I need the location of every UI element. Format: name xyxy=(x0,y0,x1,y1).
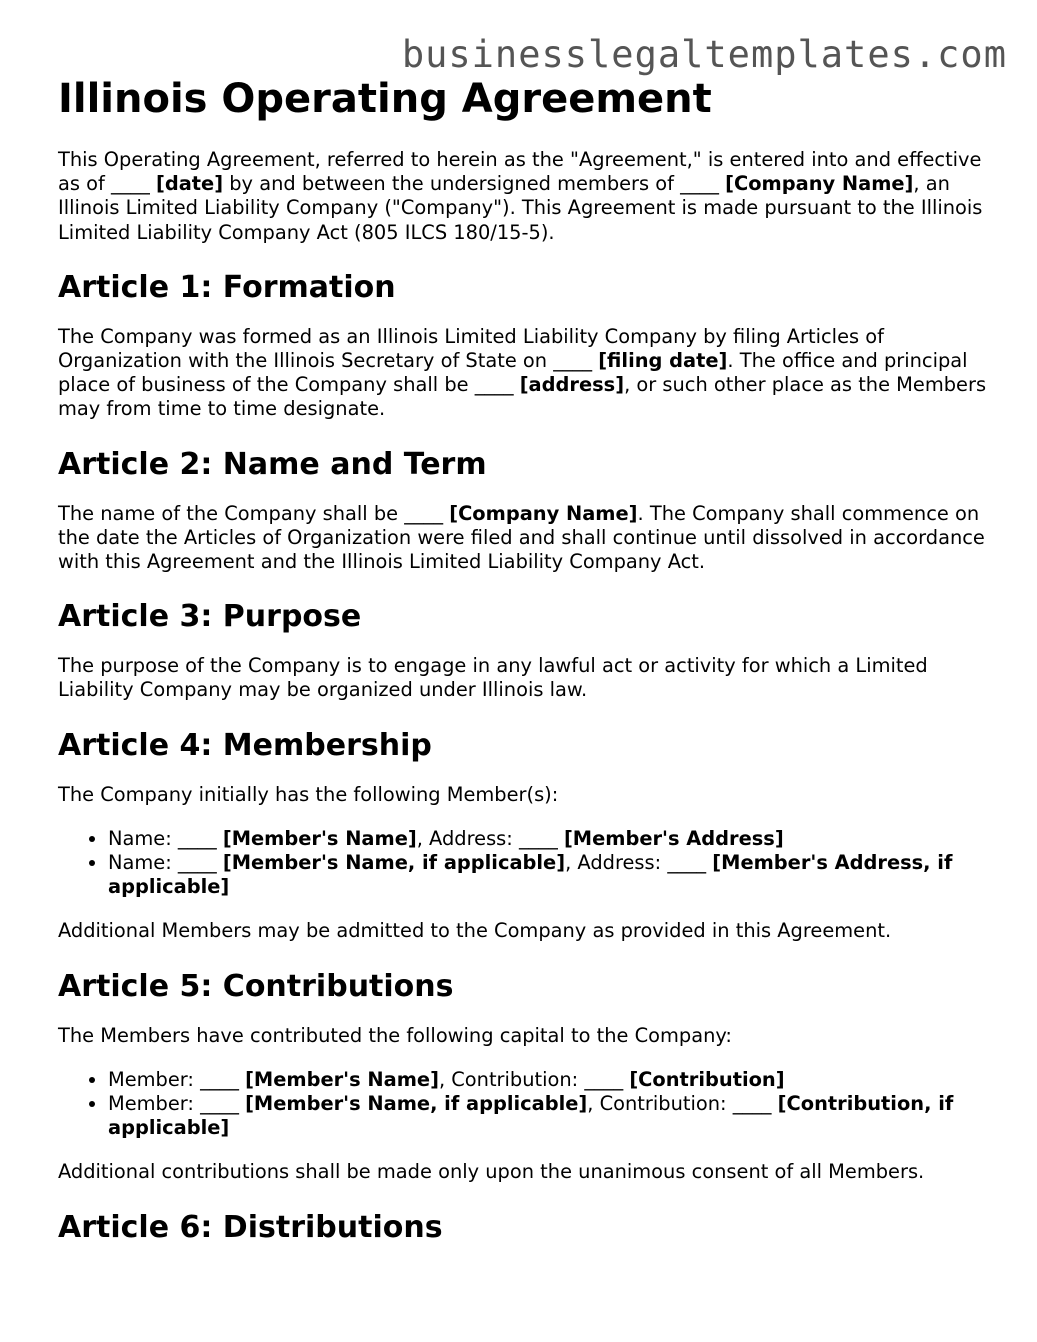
document-content xyxy=(58,74,988,1271)
member-address-placeholder: [Member's Address] xyxy=(563,826,784,850)
article-2-text-1: The name of the Company shall be ____ xyxy=(58,501,450,525)
member-label: Member: ____ xyxy=(108,1067,246,1091)
contribution-placeholder: [Contribution, if applicable] xyxy=(108,1092,954,1140)
contribution-label: , Contribution: ____ xyxy=(587,1092,778,1116)
article-5-heading: Article 5: Contributions xyxy=(58,968,454,1004)
article-4-section xyxy=(58,727,988,944)
member-address-label: , Address: ____ xyxy=(416,826,564,850)
member-name-placeholder: [Member's Name] xyxy=(222,826,417,850)
member-name-label: Name: ____ xyxy=(108,851,223,875)
member-name-placeholder: [Member's Name, if applicable] xyxy=(245,1092,588,1116)
member-address-placeholder: [Member's Address, if applicable] xyxy=(108,851,953,899)
article-1-text-1: The Company was formed as an Illinois Limited Liability Company by filing Articles of Organization with the Illinois Secretary of State on ____ xyxy=(58,324,884,373)
article-2-section xyxy=(58,446,988,575)
article-5-closing: Additional contributions shall be made only upon the unanimous consent of all Members. xyxy=(58,1160,925,1184)
article-5-section xyxy=(58,968,988,1185)
member-label: Member: ____ xyxy=(108,1092,246,1116)
article-3-paragraph: The purpose of the Company is to engage in any lawful act or activity for which a Limited Liability Company may be organized under Illinois law. xyxy=(58,654,928,702)
article-2-text-2: . The Company shall commence on the date the Articles of Organization were filed and shall continue until dissolved in accordance with this Agreement and the Illinois Limited Liability Company Act. xyxy=(58,501,985,574)
article-4-closing: Additional Members may be admitted to the Company as provided in this Agreement. xyxy=(58,919,892,943)
article-1-paragraph xyxy=(58,325,988,422)
article-1-heading: Article 1: Formation xyxy=(58,269,396,305)
date-placeholder: [date] xyxy=(155,172,224,196)
company-name-placeholder: [Company Name] xyxy=(449,501,638,525)
contribution-label: , Contribution: ____ xyxy=(438,1067,630,1091)
list-item xyxy=(108,1092,988,1140)
intro-text-2: by and between the undersigned members of ____ xyxy=(223,172,726,196)
contribution-placeholder: [Contribution] xyxy=(629,1067,785,1091)
article-3-heading: Article 3: Purpose xyxy=(58,599,362,635)
member-name-placeholder: [Member's Name] xyxy=(245,1067,439,1091)
article-5-lead: The Members have contributed the following capital to the Company: xyxy=(58,1023,732,1047)
article-4-lead: The Company initially has the following Member(s): xyxy=(58,782,559,806)
member-name-label: Name: ____ xyxy=(108,826,223,850)
article-6-heading: Article 6: Distributions xyxy=(58,1209,443,1245)
article-1-section xyxy=(58,269,988,422)
site-watermark: businesslegaltemplates.com xyxy=(401,33,1007,76)
article-6-section xyxy=(58,1209,988,1247)
document-title: Illinois Operating Agreement xyxy=(58,76,712,122)
list-item xyxy=(108,1068,988,1092)
article-2-paragraph xyxy=(58,502,988,575)
member-address-label: , Address: ____ xyxy=(565,851,713,875)
article-1-text-3: , or such other place as the Members may from time to time designate. xyxy=(58,373,987,421)
list-item xyxy=(108,851,988,899)
article-3-section xyxy=(58,598,988,702)
filing-date-placeholder: [filing date] xyxy=(598,349,728,373)
intro-paragraph xyxy=(58,148,988,245)
article-4-heading: Article 4: Membership xyxy=(58,727,432,763)
members-list xyxy=(58,827,988,900)
contributions-list xyxy=(58,1068,988,1141)
article-2-heading: Article 2: Name and Term xyxy=(58,446,487,482)
intro-text-3: , an Illinois Limited Liability Company ("Company"). This Agreement is made pursuant to the Illinois Limited Liability Company Act (805 ILCS 180/15-5). xyxy=(58,172,983,244)
list-item xyxy=(108,827,988,851)
intro-text-1: This Operating Agreement, referred to herein as the "Agreement," is entered into and effective as of ____ xyxy=(58,148,982,196)
address-placeholder: [address] xyxy=(519,373,625,397)
article-1-text-2: . The office and principal place of business of the Company shall be ____ xyxy=(58,349,968,397)
member-name-placeholder: [Member's Name, if applicable] xyxy=(222,851,566,875)
intro-section xyxy=(58,148,988,245)
company-name-placeholder: [Company Name] xyxy=(725,172,914,196)
